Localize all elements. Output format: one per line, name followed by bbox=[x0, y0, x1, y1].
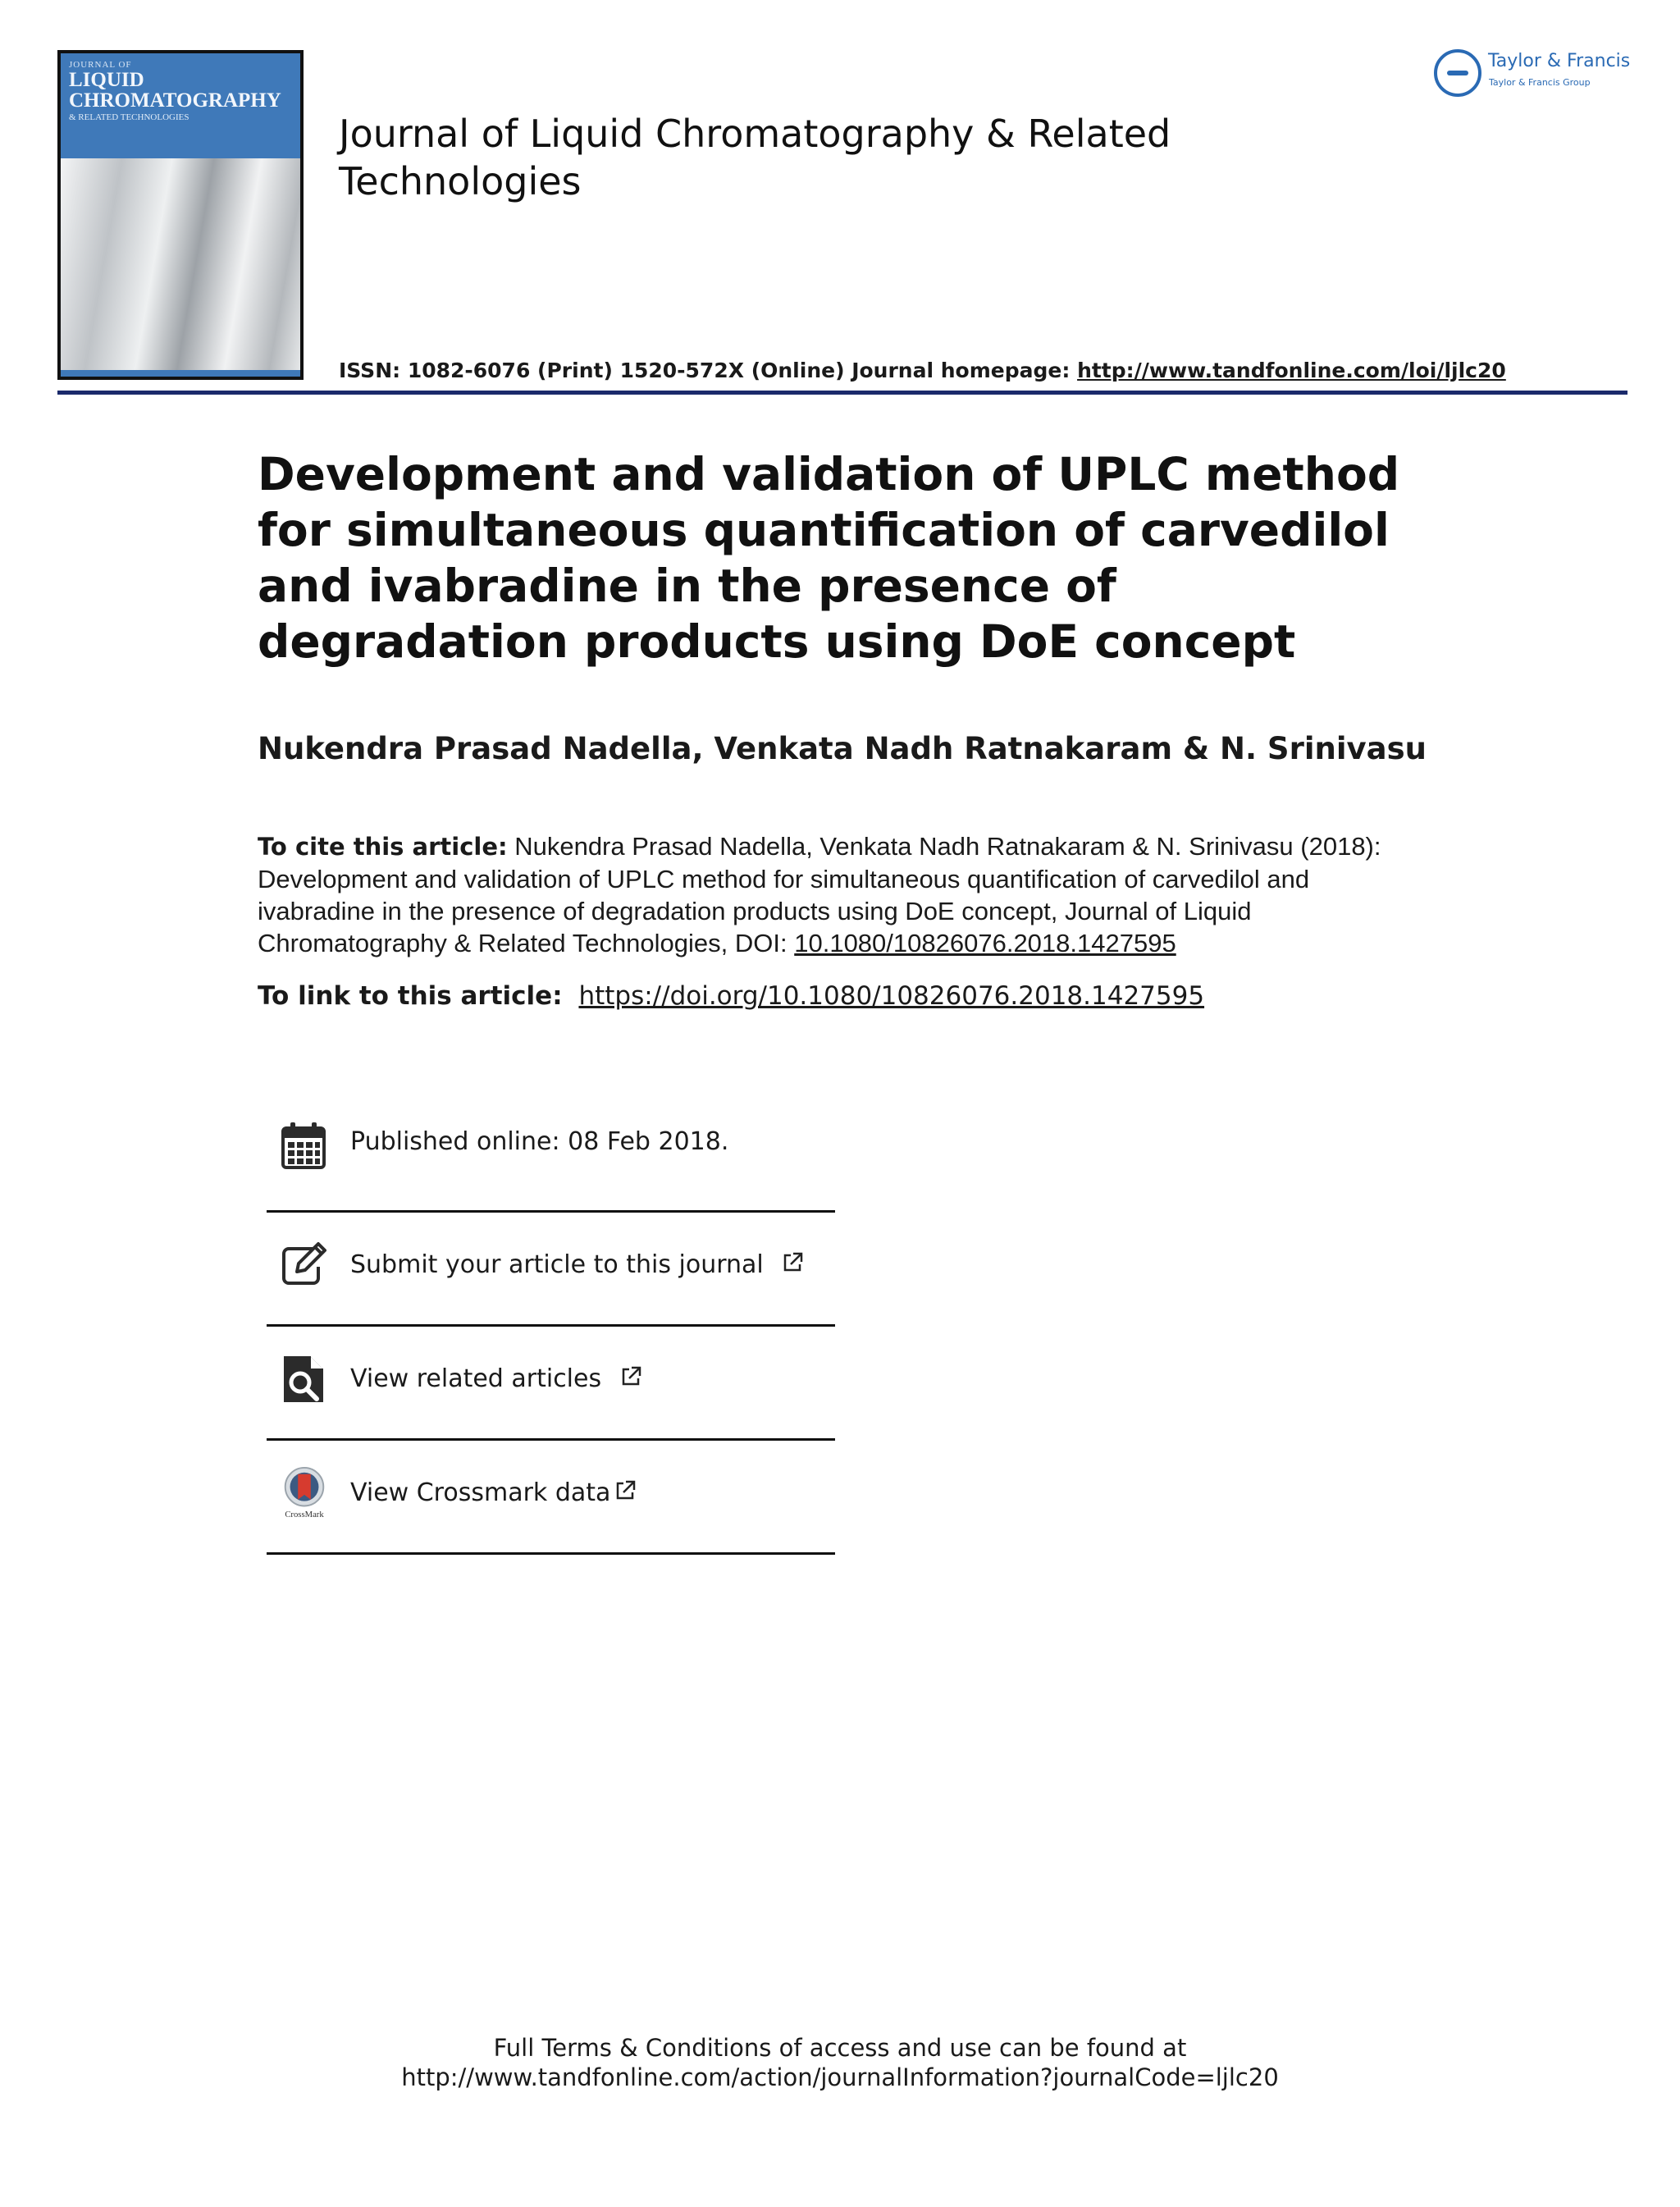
crossmark-row[interactable] bbox=[267, 1441, 835, 1555]
article-links-list bbox=[267, 1101, 835, 1555]
published-online-label: Published online: 08 Feb 2018. bbox=[350, 1127, 729, 1156]
issn-text: ISSN: 1082-6076 (Print) 1520-572X (Online) Journal homepage: bbox=[339, 359, 1071, 382]
publisher-logo-name: Taylor & Francis bbox=[1488, 51, 1631, 71]
published-online-row bbox=[267, 1101, 835, 1213]
footer-terms-text: Full Terms & Conditions of access and use can be found at bbox=[493, 2034, 1187, 2062]
related-articles-row[interactable] bbox=[267, 1327, 835, 1441]
footer bbox=[0, 2033, 1680, 2092]
edit-icon bbox=[281, 1241, 326, 1290]
journal-homepage-link[interactable]: http://www.tandfonline.com/loi/ljlc20 bbox=[1077, 359, 1506, 382]
external-link-icon bbox=[781, 1251, 804, 1274]
journal-cover-image bbox=[57, 50, 304, 380]
cover-line3: CHROMATOGRAPHY bbox=[69, 89, 281, 112]
header-divider bbox=[57, 391, 1628, 395]
article-title: Development and validation of UPLC method for simultaneous quantification of carvedilol and ivabradine in the presence of degradation products using DoE concept bbox=[258, 448, 1400, 668]
journal-title: Journal of Liquid Chromatography & Related Technologies bbox=[339, 112, 1171, 203]
article-link-line bbox=[258, 981, 1204, 1011]
cite-text: Nukendra Prasad Nadella, Venkata Nadh Ratnakaram & N. Srinivasu (2018): Development and validation of UPLC method for simultaneous quantification of carvedilol and ivabradine in the presence of degradation products using DoE concept, Journal of Liquid Chromatography & Related Technologies, DOI: bbox=[258, 832, 1381, 957]
related-articles-link[interactable] bbox=[350, 1364, 642, 1393]
article-authors: Nukendra Prasad Nadella, Venkata Nadh Ratnakaram & N. Srinivasu bbox=[258, 731, 1427, 766]
publisher-logo-group: Taylor & Francis Group bbox=[1489, 77, 1591, 88]
related-articles-label: View related articles bbox=[350, 1364, 602, 1393]
cover-line2: LIQUID bbox=[69, 69, 144, 91]
crossmark-label: View Crossmark data bbox=[350, 1478, 611, 1507]
link-label: To link to this article: bbox=[258, 981, 563, 1011]
external-link-icon bbox=[619, 1365, 642, 1388]
cover-bottom-band bbox=[61, 370, 300, 380]
search-document-icon bbox=[281, 1355, 326, 1404]
citation-block bbox=[258, 830, 1422, 959]
cover-line4: & RELATED TECHNOLOGIES bbox=[69, 112, 189, 122]
crossmark-badge-label: CrossMark bbox=[285, 1510, 324, 1519]
article-doi-link[interactable]: https://doi.org/10.1080/10826076.2018.1427595 bbox=[578, 981, 1205, 1011]
cover-masthead bbox=[61, 53, 300, 158]
taylor-francis-lamp-icon bbox=[1434, 49, 1481, 97]
publisher-logo[interactable] bbox=[1434, 48, 1631, 100]
issn-line bbox=[339, 359, 1506, 382]
cite-doi-link[interactable]: 10.1080/10826076.2018.1427595 bbox=[794, 929, 1176, 957]
calendar-icon bbox=[281, 1121, 326, 1170]
submit-article-link[interactable] bbox=[350, 1250, 804, 1279]
crossmark-icon bbox=[278, 1465, 331, 1519]
cite-label: To cite this article: bbox=[258, 833, 508, 861]
footer-terms-link[interactable]: http://www.tandfonline.com/action/journalInformation?journalCode=ljlc20 bbox=[401, 2063, 1279, 2091]
cover-line1: JOURNAL OF bbox=[69, 60, 132, 70]
external-link-icon bbox=[614, 1479, 637, 1502]
submit-article-label: Submit your article to this journal bbox=[350, 1250, 764, 1279]
submit-article-row[interactable] bbox=[267, 1213, 835, 1327]
crossmark-link[interactable] bbox=[350, 1478, 637, 1507]
cover-artwork bbox=[61, 158, 300, 380]
